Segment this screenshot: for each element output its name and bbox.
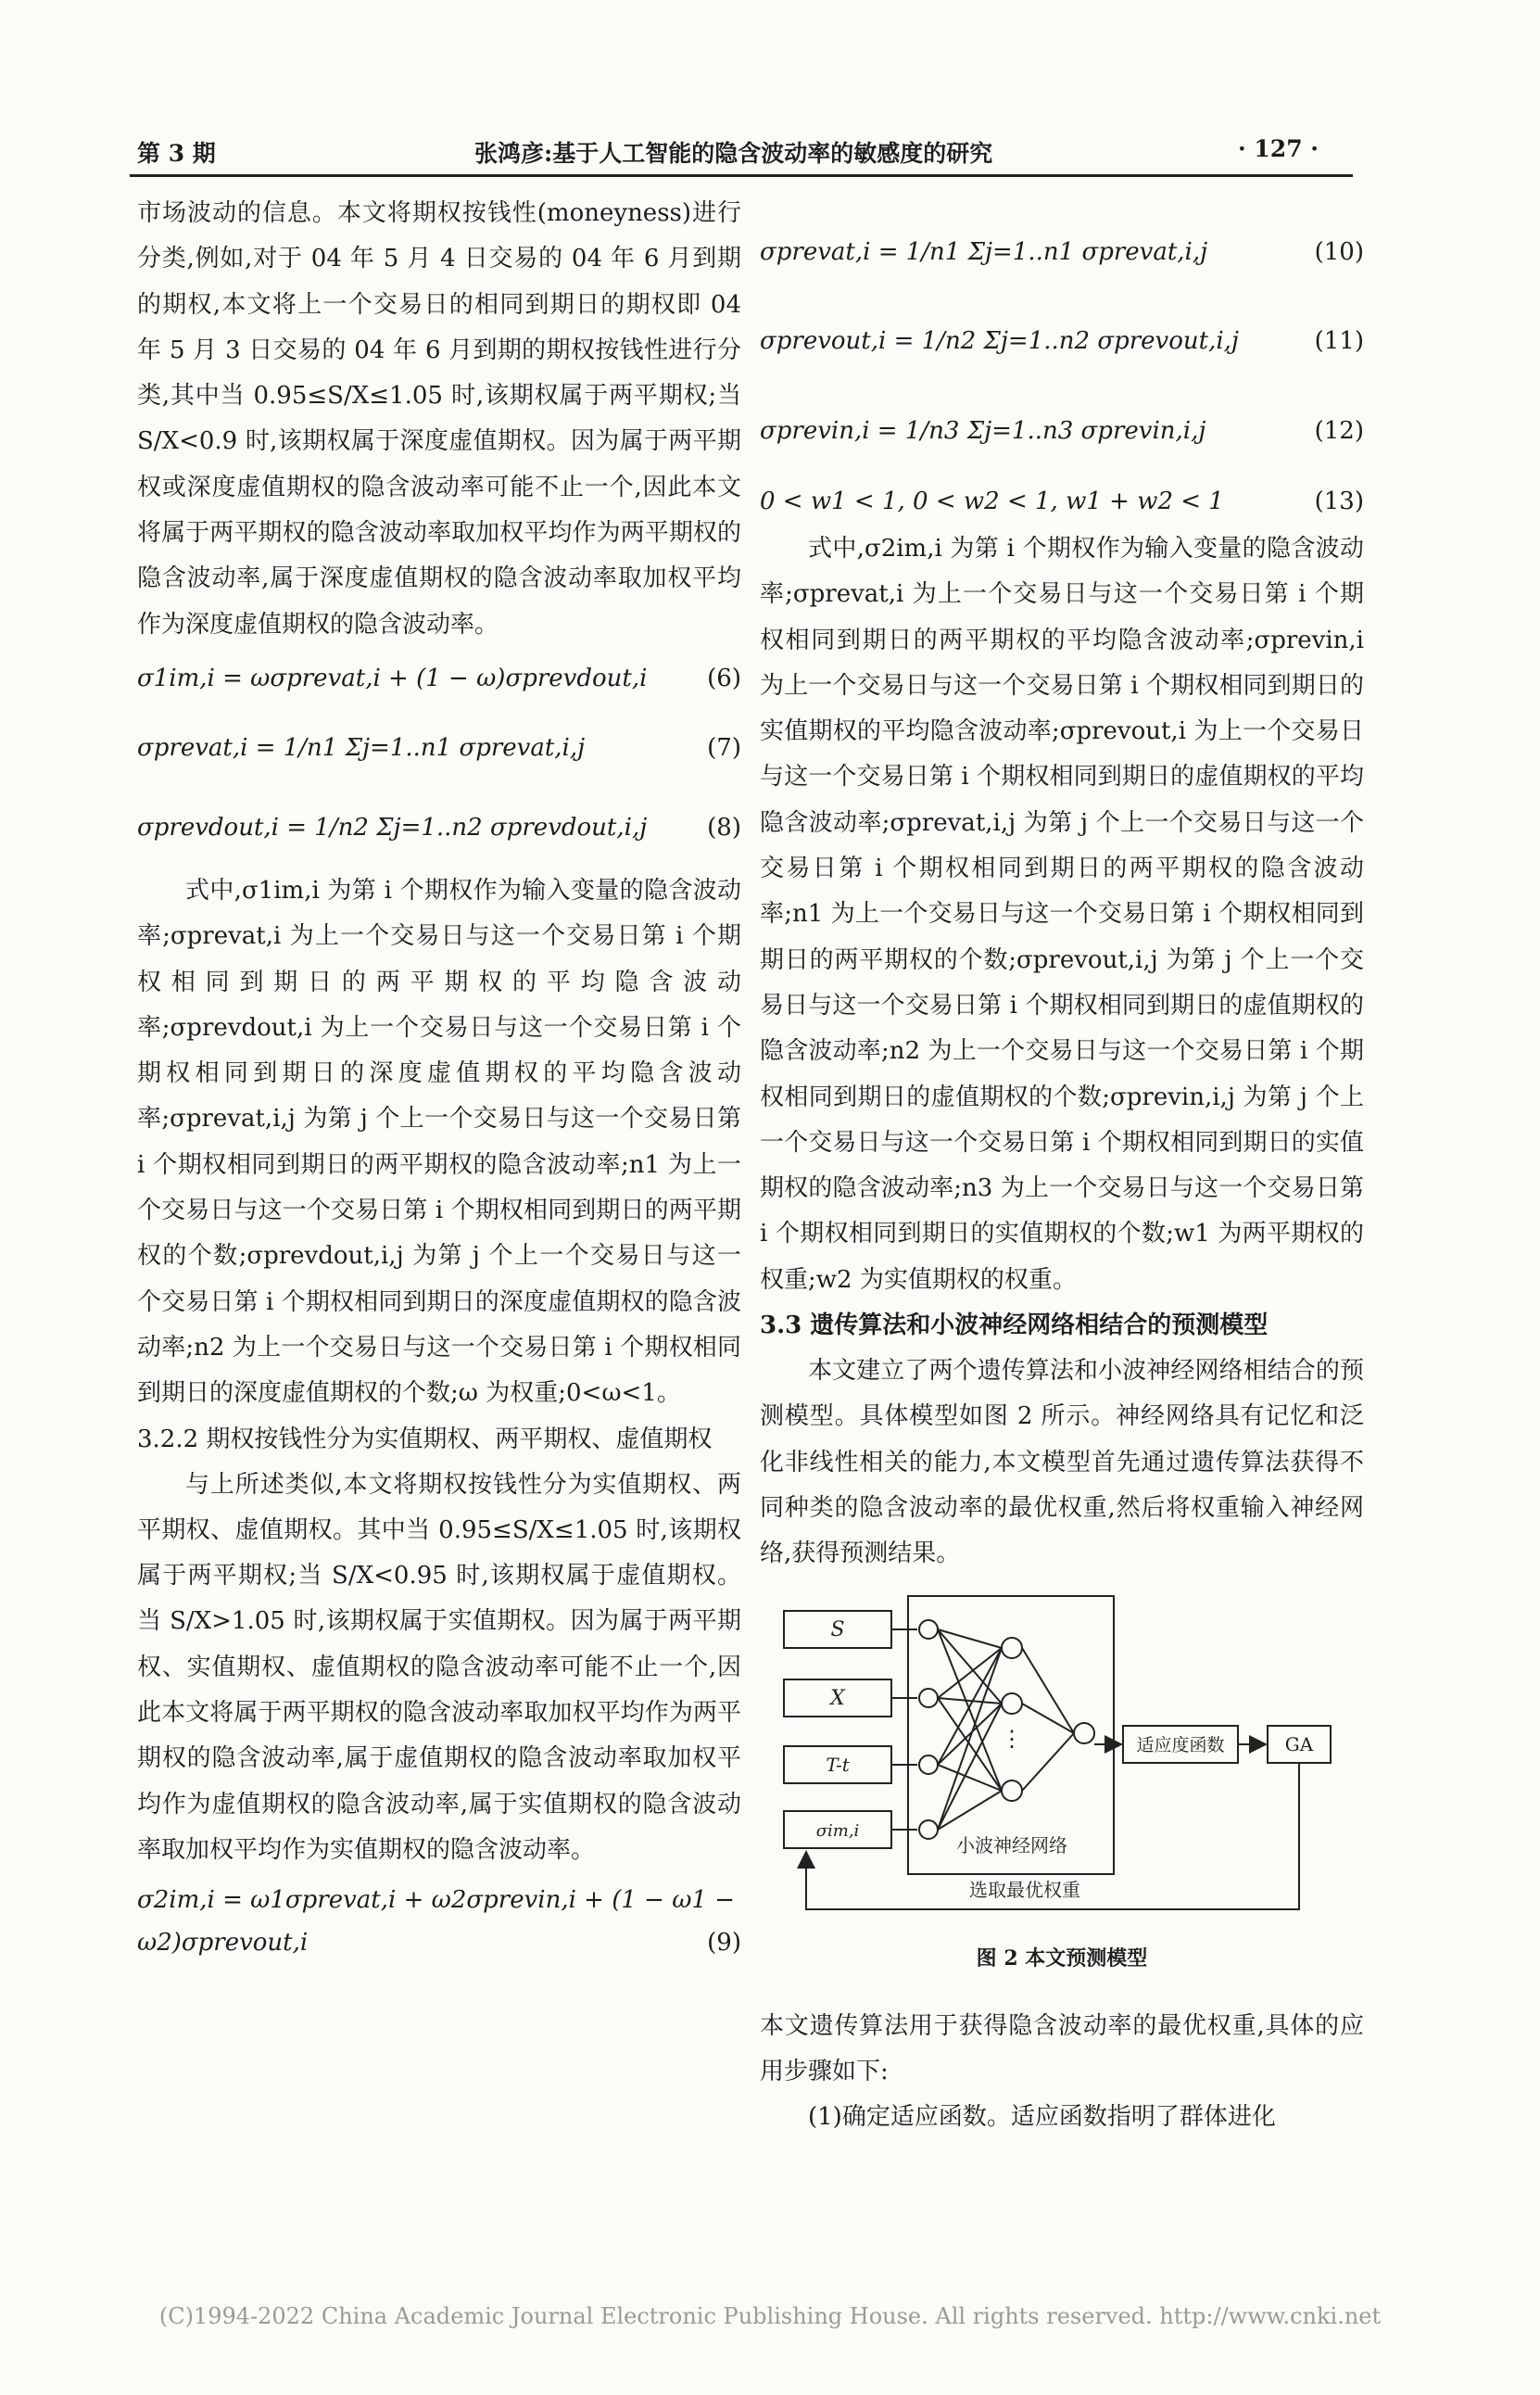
equation-13: 0 < w1 < 1, 0 < w2 < 1, w1 + w2 < 1 (13) (760, 488, 1364, 515)
paragraph-eq6-definitions: 式中,σ1im,i 为第 i 个期权作为输入变量的隐含波动率;σprevat,i 为上一个交易日与这一个交易日第 i 个期权相同到期日的两平期权的平均隐含波动率;σprevdout,i 为上一个交易日与这一个交易日第 i 个期权相同到期日的深度虚值期权的平均隐含波动率;σprevat,i,j 为第 j 个上一个交易日与这一个交易日第 i 个期权相同到期日的两平期权的隐含波动率;n1 为上一个交易日与这一个交易日第 i 个期权相同到期日的两平期权的个数;σprevdout,i,j 为第 j 个上一个交易日与这一个交易日第 i 个期权相同到期日的深度虚值期权的隐含波动率;n2 为上一个交易日与这一个交易日第 i 个期权相同到期日的深度虚值期权的个数;ω 为权重;0<ω<1。 (137, 876, 741, 1408)
input-label-t: T-t (826, 1753, 850, 1776)
header-rule (130, 174, 1353, 177)
journal-issue: 第 3 期 (137, 140, 216, 167)
hidden-ellipsis: ⋮ (1001, 1725, 1023, 1752)
paragraph-eq9-definitions: 式中,σ2im,i 为第 i 个期权作为输入变量的隐含波动率;σprevat,i 为上一个交易日与这一个交易日第 i 个期权相同到期日的两平期权的平均隐含波动率;σprevin,i 为上一个交易日与这一个交易日第 i 个期权相同到期日的实值期权的平均隐含波动率;σprevout,i 为上一个交易日与这一个交易日第 i 个期权相同到期日的虚值期权的平均隐含波动率;σprevat,i,j 为第 j 个上一个交易日与这一个交易日第 i 个期权相同到期日的两平期权的隐含波动率;n1 为上一个交易日与这一个交易日第 i 个期权相同到期日的两平期权的个数;σprevout,i,j 为第 j 个上一个交易日与这一个交易日第 i 个期权相同到期日的虚值期权的隐含波动率;n2 为上一个交易日与这一个交易日第 i 个期权相同到期日的虚值期权的个数;σprevin,i,j 为第 j 个上一个交易日与这一个交易日第 i 个期权相同到期日的实值期权的隐含波动率;n3 为上一个交易日与这一个交易日第 i 个期权相同到期日的实值期权的个数;w1 为两平期权的权重;w2 为实值期权的权重。 (760, 535, 1364, 1294)
copyright-footer: (C)1994-2022 China Academic Journal Electronic Publishing House. All rights reserved. http://www.cnki.net (158, 2303, 1382, 2329)
paragraph-step-1: (1)确定适应函数。适应函数指明了群体进化 (808, 2103, 1276, 2132)
model-diagram-svg (778, 1578, 1353, 1985)
section-3-3-heading: 3.3 遗传算法和小波神经网络相结合的预测模型 (760, 1312, 1269, 1340)
paragraph-ga-steps: 本文遗传算法用于获得隐含波动率的最优权重,具体的应用步骤如下: (760, 2011, 1364, 2085)
equation-7: σprevat,i = 1/n1 Σj=1..n1 σprevat,i,j (7) (137, 733, 741, 762)
equation-8: σprevdout,i = 1/n2 Σj=1..n2 σprevdout,i,j (8) (137, 813, 741, 842)
network-label: 小波神经网络 (956, 1833, 1067, 1856)
paragraph-moneyness: 市场波动的信息。本文将期权按钱性(moneyness)进行分类,例如,对于 04 年 5 月 4 日交易的 04 年 6 月到期的期权,本文将上一个交易日的相同到期日的期权即 04 年 5 月 3 日交易的 04 年 6 月到期的期权按钱性进行分类,其中当 0.95≤S/X≤1.05 时,该期权属于两平期权;当 S/X<0.9 时,该期权属于深度虚值期权。因为属于两平期权或深度虚值期权的隐含波动率可能不止一个,因此本文将属于两平期权的隐含波动率取加权平均作为两平期权的隐含波动率,属于深度虚值期权的隐含波动率取加权平均作为深度虚值期权的隐含波动率。 (137, 199, 741, 639)
equation-6: σ1im,i = ωσprevat,i + (1 − ω)σprevdout,i (6) (137, 664, 741, 692)
figure-2-model-diagram (760, 1578, 1364, 2059)
paragraph-three-way-moneyness: 与上所述类似,本文将期权按钱性分为实值期权、两平期权、虚值期权。其中当 0.95≤S/X≤1.05 时,该期权属于两平期权;当 S/X<0.95 时,该期权属于虚值期权。当 S/X>1.05 时,该期权属于实值期权。因为属于两平期权、实值期权、虚值期权的隐含波动率可能不止一个,因此本文将属于两平期权的隐含波动率取加权平均作为两平期权的隐含波动率,属于虚值期权的隐含波动率取加权平均作为虚值期权的隐含波动率,属于实值期权的隐含波动率取加权平均作为实值期权的隐含波动率。 (137, 1470, 741, 1864)
section-3-2-2-heading: 3.2.2 期权按钱性分为实值期权、两平期权、虚值期权 (137, 1425, 713, 1453)
equation-11: σprevout,i = 1/n2 Σj=1..n2 σprevout,i,j (11) (760, 327, 1364, 355)
input-label-sigma: σim,i (815, 1820, 860, 1841)
running-title: 张鸿彦:基于人工智能的隐含波动率的敏感度的研究 (474, 140, 993, 167)
input-label-x: X (830, 1686, 845, 1710)
equation-12: σprevin,i = 1/n3 Σj=1..n3 σprevin,i,j (12) (760, 417, 1364, 445)
feedback-label: 选取最优权重 (969, 1878, 1080, 1901)
paragraph-model-intro: 本文建立了两个遗传算法和小波神经网络相结合的预测模型。具体模型如图 2 所示。神经网络具有记忆和泛化非线性相关的能力,本文模型首先通过遗传算法获得不同种类的隐含波动率的最优权重,然后将权重输入神经网络,获得预测结果。 (760, 1357, 1364, 1568)
right-column (760, 215, 1364, 2140)
figure-2-caption: 图 2 本文预测模型 (976, 1945, 1148, 1970)
page-number: · 127 · (1238, 135, 1319, 162)
fitness-label: 适应度函数 (1136, 1734, 1225, 1755)
equation-10: σprevat,i = 1/n1 Σj=1..n1 σprevat,i,j (10) (760, 238, 1364, 266)
ga-label: GA (1284, 1732, 1314, 1755)
left-column (137, 191, 741, 1968)
input-label-s: S (830, 1617, 845, 1641)
equation-9: σ2im,i = ω1σprevat,i + ω2σprevin,i + (1 − ω1 − ω2)σprevout,i (9) (137, 1886, 741, 1958)
